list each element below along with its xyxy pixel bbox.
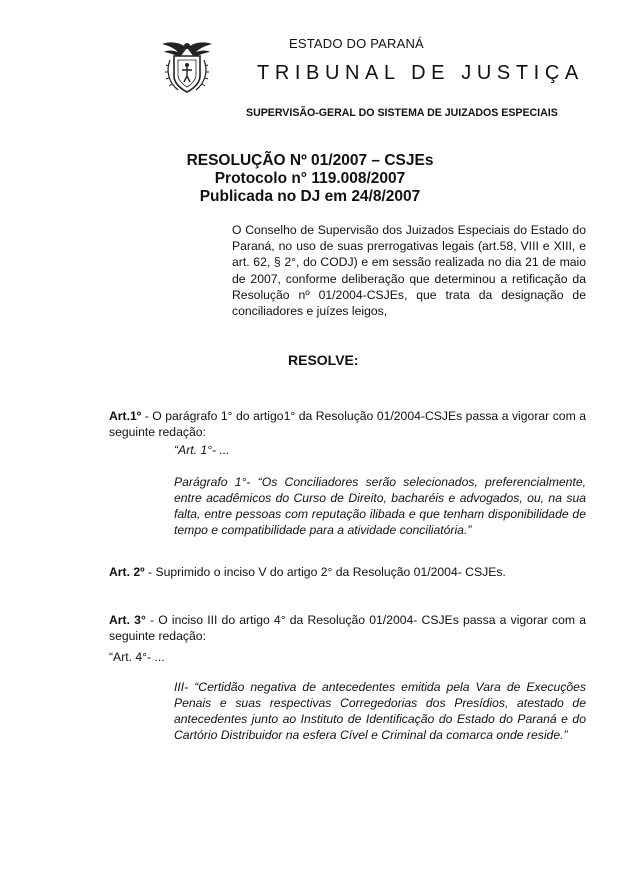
resolve-heading: RESOLVE: — [288, 352, 359, 368]
article-3-text: - O inciso III do artigo 4° da Resolução 01/2004- CSJEs passa a vigorar com a seguinte redação: — [109, 613, 587, 643]
article-3-label: Art. 3° — [109, 613, 146, 627]
resolution-title: RESOLUÇÃO Nº 01/2007 – CSJEs — [186, 152, 434, 169]
article-1-quote-head: “Art. 1°- ... — [174, 443, 230, 457]
article-3-quote-head: “Art. 4°- ... — [109, 650, 165, 664]
supervision-name: SUPERVISÃO-GERAL DO SISTEMA DE JUIZADOS ESPECIAIS — [246, 107, 558, 119]
resolution-protocol: Protocolo n° 119.008/2007 — [214, 170, 406, 187]
article-2-text: - Suprimido o inciso V do artigo 2° da Resolução 01/2004- CSJEs. — [144, 565, 506, 579]
state-name: ESTADO DO PARANÁ — [289, 36, 424, 51]
article-2-label: Art. 2º — [109, 565, 145, 579]
article-2-paragraph — [109, 564, 586, 580]
article-1-quote-body: Parágrafo 1°- “Os Conciliadores serão selecionados, preferencialmente, entre acadêmicos do Curso de Direito, bacharéis e advogados, ou, na sua falta, entre pessoas com reputação ilibada e que tenham disponibilidade de tempo e compatibilidade para a atividade conciliatória.” — [174, 475, 586, 537]
resolution-published: Publicada no DJ em 24/8/2007 — [199, 188, 421, 205]
court-name: TRIBUNAL DE JUSTIÇA — [257, 62, 584, 84]
intro-paragraph: O Conselho de Supervisão dos Juizados Especiais do Estado do Paraná, no uso de suas prerrogativas legais (art.58, VIII e XIII, e art. 62, § 2°, do CODJ) e em sessão realizada no dia 21 de maio de 2007, conforme deliberação que determinou a retificação da Resolução nº 01/2004-CSJEs, que trata da designação de conciliadores e juízes leigos, — [232, 223, 586, 319]
article-3-paragraph — [109, 612, 586, 644]
article-1-paragraph — [109, 408, 586, 440]
article-1-label: Art.1º — [109, 409, 142, 423]
parana-coat-of-arms-logo — [160, 38, 214, 96]
article-3-quote-body: III- “Certidão negativa de antecedentes emitida pela Vara de Execuções Penais e suas respectivas Corregedorias dos Presídios, atestado de antecedentes junto ao Instituto de Identificação do Estado do Paraná e do Cartório Distribuidor na esfera Cível e Criminal da comarca onde reside.” — [174, 680, 586, 742]
article-1-text: - O parágrafo 1° do artigo1° da Resolução 01/2004-CSJEs passa a vigorar com a seguinte redação: — [109, 409, 586, 439]
